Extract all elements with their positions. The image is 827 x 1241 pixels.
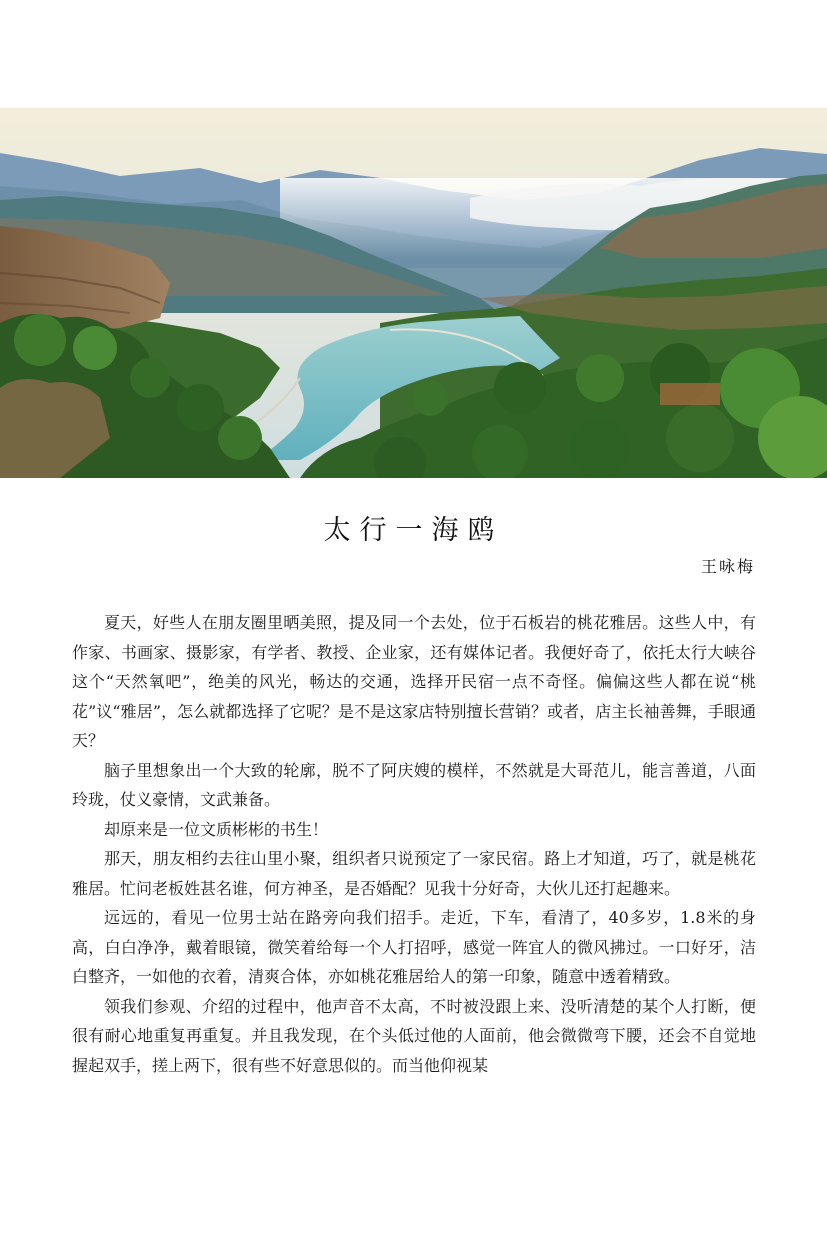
paragraph: 却原来是一位文质彬彬的书生！ [104,819,329,839]
header-photo [0,108,827,478]
paragraph: 领我们参观、介绍的过程中，他声音不太高，不时被没跟上来、没听清楚的某个人打断，便很有耐心地重复再重复。并且我发现，在个头低过他的人面前，他会微微弯下腰，还会不自觉地握起双手，搓上两下，很有些不好意思似的。而当他仰视某 [72,996,756,1075]
paragraph: 远远的，看见一位男士站在路旁向我们招手。走近，下车，看清了，40多岁，1.8米的身高，白白净净，戴着眼镜，微笑着给每一个人打招呼，感觉一阵宜人的微风拂过。一口好牙，洁白整齐，一如他的衣着，清爽合体，亦如桃花雅居给人的第一印象，随意中透着精致。 [72,908,756,986]
landscape-illustration [0,108,827,478]
article-body [72,608,756,1080]
red-field [660,383,720,405]
paragraph: 那天，朋友相约去往山里小聚，组织者只说预定了一家民宿。路上才知道，巧了，就是桃花雅居。忙问老板姓甚名谁，何方神圣，是否婚配？见我十分好奇，大伙儿还打起趣来。 [72,849,756,898]
paragraph: 脑子里想象出一个大致的轮廓，脱不了阿庆嫂的模样，不然就是大哥范儿，能言善道，八面玲珑，仗义豪情，文武兼备。 [72,760,756,809]
paragraph: 夏天，好些人在朋友圈里晒美照，提及同一个去处，位于石板岩的桃花雅居。这些人中，有作家、书画家、摄影家，有学者、教授、企业家，还有媒体记者。我便好奇了，依托太行大峡谷这个“天然氧吧”，绝美的风光，畅达的交通，选择开民宿一点不奇怪。偏偏这些人都在说“桃花”议“雅居”，怎么就都选择了它呢？是不是这家店特别擅长营销？或者，店主长袖善舞，手眼通天？ [72,613,756,750]
article-title: 太行一海鸥 [323,515,504,546]
article-author: 王咏梅 [700,557,755,576]
